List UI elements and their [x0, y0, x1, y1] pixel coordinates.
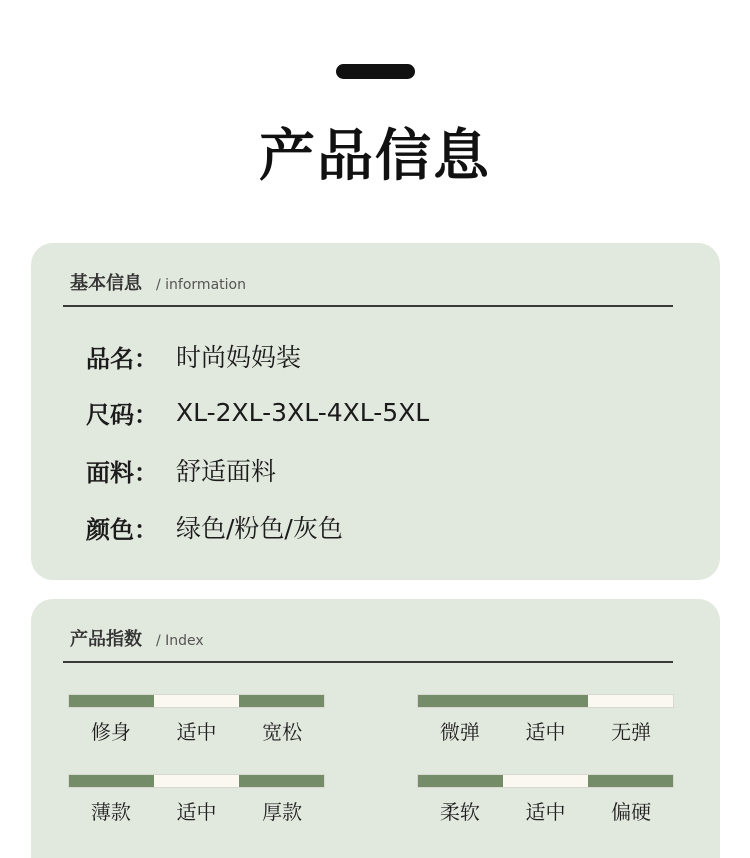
scale-label: 宽松: [262, 720, 303, 744]
scale-segment: [503, 775, 588, 787]
section-subtitle: / Index: [156, 633, 204, 649]
page-title: 产品信息: [259, 124, 491, 189]
scale-label: 适中: [525, 800, 566, 824]
info-row-fabric: [86, 452, 276, 488]
info-value: 舒适面料: [176, 457, 277, 486]
info-value: XL-2XL-3XL-4XL-5XL: [176, 398, 430, 427]
scale-segment: [239, 775, 324, 787]
info-row-product-name: [86, 338, 301, 374]
scale-bar: [417, 694, 674, 708]
scale-bar: [68, 694, 325, 708]
info-label: 品名：: [86, 344, 158, 373]
scale-segment: [503, 695, 588, 707]
scale-bar: [417, 774, 674, 788]
scale-segment: [418, 695, 503, 707]
scale-label: 柔软: [439, 800, 480, 824]
index-scale-elasticity: [417, 694, 674, 745]
basic-info-card: [31, 243, 720, 580]
section-title: 产品指数: [70, 629, 142, 650]
scale-labels: [68, 796, 325, 825]
scale-bar: [68, 774, 325, 788]
scale-segment: [154, 775, 239, 787]
index-scale-thickness: [68, 774, 325, 825]
scale-label: 适中: [525, 720, 566, 744]
scale-segment: [154, 695, 239, 707]
info-label: 尺码：: [86, 401, 158, 429]
scale-label: 修身: [90, 720, 131, 744]
scale-segment: [588, 775, 673, 787]
section-subtitle: / information: [156, 277, 246, 293]
info-label: 面料：: [86, 458, 158, 487]
index-scale-fit: [68, 694, 325, 745]
info-value: 时尚妈妈装: [176, 343, 302, 372]
info-value: 绿色/粉色/灰色: [176, 514, 343, 543]
scale-label: 适中: [176, 800, 217, 824]
product-index-card: [31, 599, 720, 858]
scale-label: 微弹: [439, 720, 480, 744]
decorative-pill: [336, 64, 415, 79]
scale-segment: [588, 695, 673, 707]
section-divider: [63, 305, 673, 307]
index-scale-softness: [417, 774, 674, 825]
section-divider: [63, 661, 673, 663]
section-title: 基本信息: [70, 273, 142, 294]
info-label: 颜色：: [86, 515, 158, 544]
scale-segment: [418, 775, 503, 787]
scale-segment: [239, 695, 324, 707]
scale-label: 薄款: [90, 800, 131, 824]
product-index-header: [70, 625, 204, 651]
scale-label: 适中: [176, 720, 217, 744]
scale-label: 偏硬: [611, 800, 652, 824]
scale-label: 无弹: [611, 720, 652, 744]
basic-info-header: [70, 269, 246, 295]
info-row-size: [86, 395, 429, 430]
scale-segment: [69, 775, 154, 787]
scale-label: 厚款: [262, 800, 303, 824]
scale-labels: [417, 796, 674, 825]
scale-segment: [69, 695, 154, 707]
scale-labels: [68, 716, 325, 745]
scale-labels: [417, 716, 674, 745]
info-row-color: [86, 509, 343, 545]
